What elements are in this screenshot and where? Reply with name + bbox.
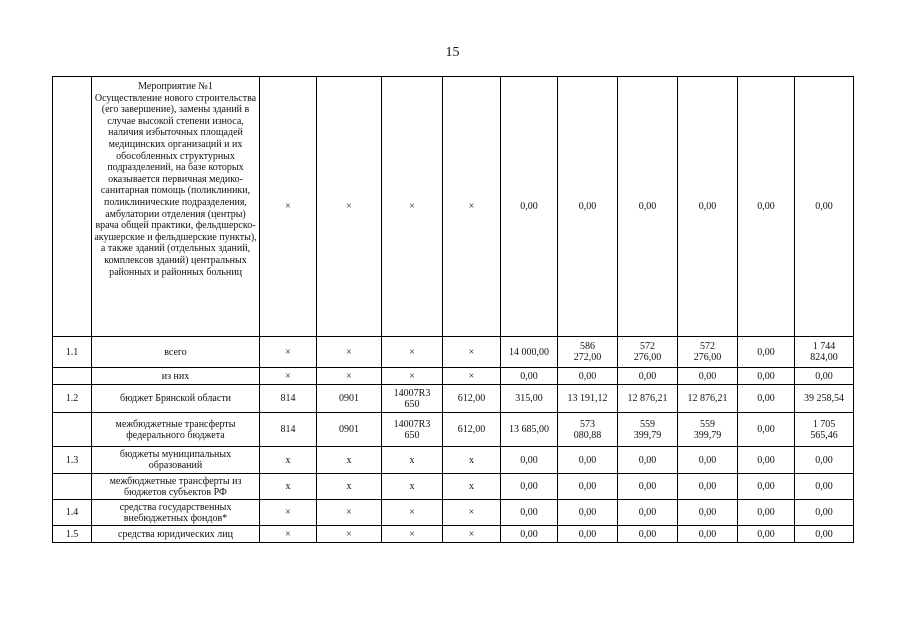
value-cell: 586 272,00 bbox=[558, 337, 618, 368]
row-label-cell: всего bbox=[92, 337, 260, 368]
row-label-cell: бюджет Брянской области bbox=[92, 385, 260, 413]
value-cell: × bbox=[382, 526, 443, 543]
row-label-cell: бюджеты муниципальных образований bbox=[92, 447, 260, 474]
table-row bbox=[53, 413, 854, 447]
value-cell: 0,00 bbox=[501, 447, 558, 474]
row-number-cell bbox=[53, 368, 92, 385]
value-cell: 0,00 bbox=[558, 526, 618, 543]
value-cell: 0,00 bbox=[678, 368, 738, 385]
value-cell: 0,00 bbox=[618, 447, 678, 474]
value-cell: 0,00 bbox=[795, 526, 854, 543]
value-cell: 0,00 bbox=[618, 500, 678, 526]
value-cell: 814 bbox=[260, 385, 317, 413]
value-cell: × bbox=[260, 500, 317, 526]
value-cell: × bbox=[443, 526, 501, 543]
value-cell: × bbox=[443, 77, 501, 337]
value-cell: 0,00 bbox=[795, 447, 854, 474]
value-cell: × bbox=[443, 368, 501, 385]
row-label-cell: из них bbox=[92, 368, 260, 385]
value-cell: 1 744 824,00 bbox=[795, 337, 854, 368]
value-cell: 0,00 bbox=[501, 526, 558, 543]
value-cell: x bbox=[260, 474, 317, 500]
value-cell: 0,00 bbox=[501, 474, 558, 500]
value-cell: × bbox=[382, 500, 443, 526]
value-cell: 0,00 bbox=[738, 385, 795, 413]
value-cell: x bbox=[317, 447, 382, 474]
value-cell: 0,00 bbox=[738, 77, 795, 337]
value-cell: 0,00 bbox=[738, 337, 795, 368]
value-cell: 14007R3 650 bbox=[382, 385, 443, 413]
value-cell: x bbox=[382, 447, 443, 474]
table-row bbox=[53, 526, 854, 543]
value-cell: 0,00 bbox=[795, 500, 854, 526]
value-cell: 0,00 bbox=[618, 77, 678, 337]
table-row bbox=[53, 77, 854, 337]
value-cell: 572 276,00 bbox=[678, 337, 738, 368]
page-number: 15 bbox=[445, 45, 460, 60]
value-cell: 0,00 bbox=[738, 413, 795, 447]
value-cell: × bbox=[317, 500, 382, 526]
row-number-cell: 1.3 bbox=[53, 447, 92, 474]
table-row bbox=[53, 500, 854, 526]
value-cell: 0901 bbox=[317, 385, 382, 413]
value-cell: × bbox=[443, 500, 501, 526]
value-cell: 559 399,79 bbox=[678, 413, 738, 447]
measure-description-cell: Мероприятие №1 Осуществление нового строительства (его завершение), замены зданий в случае высокой степени износа, наличия избыточных площадей медицинских организаций и их обособленных структурных подразделений, на базе которых оказывается первичная медико-санитарная помощь (поликлиники, поликлинические подразделения, амбулатории отделения (центры) врача общей практики, фельдшерско-акушерские и фельдшерские пункты), а также зданий (отдельных зданий, комплексов зданий) центральных районных и районных больниц bbox=[92, 77, 260, 337]
value-cell: 13 191,12 bbox=[558, 385, 618, 413]
value-cell: 559 399,79 bbox=[618, 413, 678, 447]
value-cell: × bbox=[317, 337, 382, 368]
value-cell: 13 685,00 bbox=[501, 413, 558, 447]
table-row bbox=[53, 337, 854, 368]
row-label-cell: средства юридических лиц bbox=[92, 526, 260, 543]
table-row bbox=[53, 447, 854, 474]
row-number-cell: 1.1 bbox=[53, 337, 92, 368]
value-cell: x bbox=[443, 447, 501, 474]
value-cell: × bbox=[260, 337, 317, 368]
value-cell: 0,00 bbox=[501, 77, 558, 337]
value-cell: 0,00 bbox=[501, 368, 558, 385]
row-number-cell: 1.4 bbox=[53, 500, 92, 526]
value-cell: 612,00 bbox=[443, 413, 501, 447]
value-cell: 0,00 bbox=[795, 77, 854, 337]
row-label-cell: межбюджетные трансферты из бюджетов субъектов РФ bbox=[92, 474, 260, 500]
table-row bbox=[53, 368, 854, 385]
value-cell: 1 705 565,46 bbox=[795, 413, 854, 447]
row-label-cell: средства государственных внебюджетных фондов* bbox=[92, 500, 260, 526]
value-cell: 39 258,54 bbox=[795, 385, 854, 413]
value-cell: 0,00 bbox=[558, 474, 618, 500]
value-cell: × bbox=[382, 77, 443, 337]
value-cell: 814 bbox=[260, 413, 317, 447]
row-number-cell bbox=[53, 413, 92, 447]
value-cell: x bbox=[443, 474, 501, 500]
value-cell: 0,00 bbox=[558, 447, 618, 474]
value-cell: 14007R3 650 bbox=[382, 413, 443, 447]
value-cell: 0,00 bbox=[558, 77, 618, 337]
value-cell: 0,00 bbox=[501, 500, 558, 526]
value-cell: 0,00 bbox=[678, 474, 738, 500]
value-cell: 572 276,00 bbox=[618, 337, 678, 368]
value-cell: × bbox=[260, 526, 317, 543]
value-cell: 0,00 bbox=[678, 526, 738, 543]
value-cell: 315,00 bbox=[501, 385, 558, 413]
value-cell: 12 876,21 bbox=[618, 385, 678, 413]
value-cell: 0,00 bbox=[558, 368, 618, 385]
value-cell: 0,00 bbox=[738, 526, 795, 543]
value-cell: × bbox=[260, 77, 317, 337]
value-cell: 0,00 bbox=[795, 474, 854, 500]
value-cell: 0,00 bbox=[738, 368, 795, 385]
value-cell: 0,00 bbox=[678, 447, 738, 474]
value-cell: 0,00 bbox=[678, 500, 738, 526]
row-number-cell: 1.5 bbox=[53, 526, 92, 543]
value-cell: 0,00 bbox=[738, 500, 795, 526]
value-cell: × bbox=[317, 368, 382, 385]
row-number-cell bbox=[53, 77, 92, 337]
value-cell: 0901 bbox=[317, 413, 382, 447]
value-cell: × bbox=[317, 526, 382, 543]
value-cell: 0,00 bbox=[618, 526, 678, 543]
budget-table bbox=[52, 76, 854, 543]
table-row bbox=[53, 385, 854, 413]
value-cell: × bbox=[382, 368, 443, 385]
value-cell: x bbox=[317, 474, 382, 500]
value-cell: 0,00 bbox=[795, 368, 854, 385]
value-cell: × bbox=[382, 337, 443, 368]
value-cell: × bbox=[317, 77, 382, 337]
value-cell: 0,00 bbox=[558, 500, 618, 526]
value-cell: × bbox=[260, 368, 317, 385]
table-row bbox=[53, 474, 854, 500]
value-cell: 0,00 bbox=[678, 77, 738, 337]
value-cell: 573 080,88 bbox=[558, 413, 618, 447]
value-cell: 612,00 bbox=[443, 385, 501, 413]
value-cell: × bbox=[443, 337, 501, 368]
value-cell: x bbox=[260, 447, 317, 474]
row-label-cell: межбюджетные трансферты федерального бюджета bbox=[92, 413, 260, 447]
value-cell: 0,00 bbox=[738, 474, 795, 500]
value-cell: 0,00 bbox=[618, 474, 678, 500]
row-number-cell bbox=[53, 474, 92, 500]
row-number-cell: 1.2 bbox=[53, 385, 92, 413]
value-cell: x bbox=[382, 474, 443, 500]
value-cell: 0,00 bbox=[618, 368, 678, 385]
value-cell: 12 876,21 bbox=[678, 385, 738, 413]
value-cell: 0,00 bbox=[738, 447, 795, 474]
value-cell: 14 000,00 bbox=[501, 337, 558, 368]
